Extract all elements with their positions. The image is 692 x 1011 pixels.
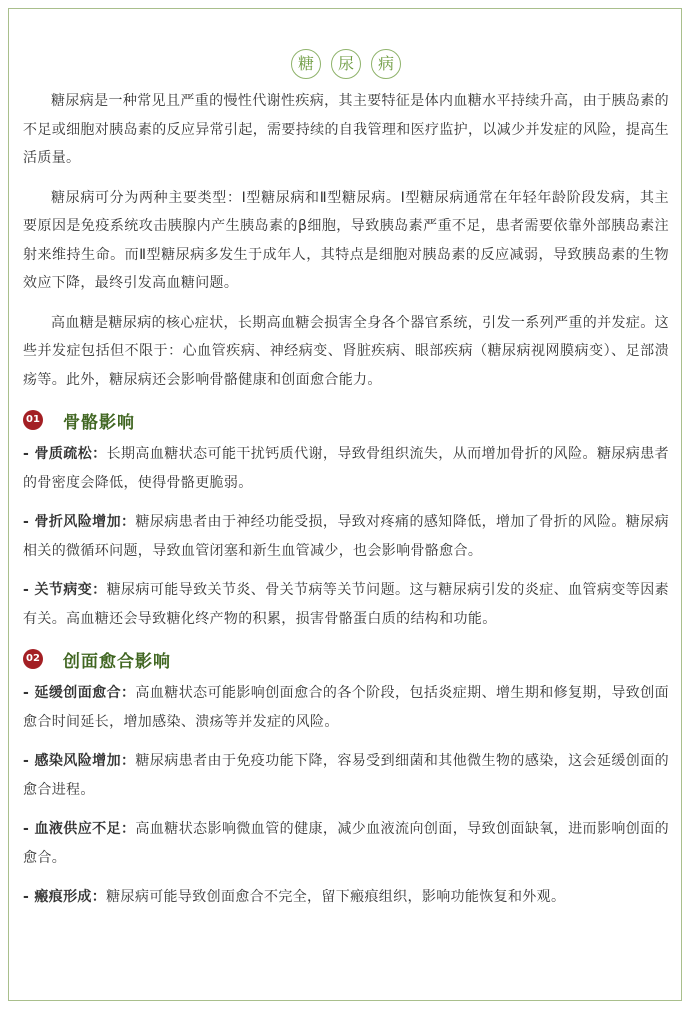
item-term: - 延缓创面愈合： bbox=[23, 685, 136, 701]
item-text: 糖尿病可能导致创面愈合不完全，留下瘢痕组织，影响功能恢复和外观。 bbox=[106, 889, 566, 905]
item-text: 高血糖状态可能影响创面愈合的各个阶段，包括炎症期、增生期和修复期，导致创面愈合时间延长，增加感染、溃疡等并发症的风险。 bbox=[23, 685, 669, 730]
item-term: - 血液供应不足： bbox=[23, 821, 136, 837]
article-title bbox=[23, 49, 669, 79]
item-term: - 感染风险增加： bbox=[23, 753, 136, 769]
list-item bbox=[23, 883, 669, 912]
title-char: 病 bbox=[371, 49, 401, 79]
title-char: 糖 bbox=[291, 49, 321, 79]
item-term: - 关节病变： bbox=[23, 582, 107, 598]
item-term: - 瘢痕形成： bbox=[23, 889, 107, 905]
article-content bbox=[23, 49, 669, 923]
intro-paragraph: 高血糖是糖尿病的核心症状，长期高血糖会损害全身各个器官系统，引发一系列严重的并发症。这些并发症包括但不限于：心血管疾病、神经病变、肾脏疾病、眼部疾病（糖尿病视网膜病变）、足部溃疡等。此外，糖尿病还会影响骨骼健康和创面愈合能力。 bbox=[23, 314, 669, 388]
section-title: 骨骼影响 bbox=[63, 412, 135, 433]
item-text: 长期高血糖状态可能干扰钙质代谢，导致骨组织流失，从而增加骨折的风险。糖尿病患者的骨密度会降低，使得骨骼更脆弱。 bbox=[23, 446, 669, 491]
article-frame bbox=[8, 8, 682, 1001]
list-item bbox=[23, 679, 669, 736]
section-title: 创面愈合影响 bbox=[63, 651, 171, 672]
item-term: - 骨质疏松： bbox=[23, 446, 107, 462]
title-char: 尿 bbox=[331, 49, 361, 79]
list-item bbox=[23, 747, 669, 804]
list-item bbox=[23, 815, 669, 872]
item-text: 糖尿病可能导致关节炎、骨关节病等关节问题。这与糖尿病引发的炎症、血管病变等因素有关。高血糖还会导致糖化终产物的积累，损害骨骼蛋白质的结构和功能。 bbox=[23, 582, 669, 627]
section-heading-wound bbox=[23, 646, 669, 672]
item-text: 糖尿病患者由于免疫功能下降，容易受到细菌和其他微生物的感染，这会延缓创面的愈合进程。 bbox=[23, 753, 669, 798]
list-item bbox=[23, 508, 669, 565]
item-text: 高血糖状态影响微血管的健康，减少血液流向创面，导致创面缺氧，进而影响创面的愈合。 bbox=[23, 821, 669, 866]
section-number-badge: 02 bbox=[23, 649, 43, 669]
item-text: 糖尿病患者由于神经功能受损，导致对疼痛的感知降低，增加了骨折的风险。糖尿病相关的微循环问题，导致血管闭塞和新生血管减少，也会影响骨骼愈合。 bbox=[23, 514, 669, 559]
list-item bbox=[23, 576, 669, 633]
section-number-badge: 01 bbox=[23, 410, 43, 430]
list-item bbox=[23, 440, 669, 497]
section-heading-bone bbox=[23, 407, 669, 433]
intro-paragraph: 糖尿病可分为两种主要类型：Ⅰ型糖尿病和Ⅱ型糖尿病。Ⅰ型糖尿病通常在年轻年龄阶段发病，其主要原因是免疫系统攻击胰腺内产生胰岛素的β细胞，导致胰岛素严重不足，患者需要依靠外部胰岛素注射来维持生命。而Ⅱ型糖尿病多发生于成年人，其特点是细胞对胰岛素的反应减弱，导致胰岛素的生物效应下降，最终引发高血糖问题。 bbox=[23, 189, 669, 291]
item-term: - 骨折风险增加： bbox=[23, 514, 136, 530]
intro-paragraph: 糖尿病是一种常见且严重的慢性代谢性疾病，其主要特征是体内血糖水平持续升高，由于胰岛素的不足或细胞对胰岛素的反应异常引起，需要持续的自我管理和医疗监护，以减少并发症的风险，提高生活质量。 bbox=[23, 93, 669, 166]
